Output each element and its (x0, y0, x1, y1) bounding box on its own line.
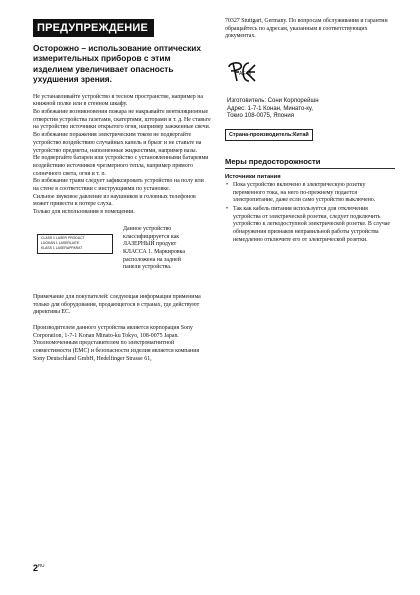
page-language: RU (38, 563, 45, 568)
power-sources-subtitle: Источники питания (225, 173, 281, 180)
laser-label (37, 234, 113, 254)
laser-section (33, 226, 211, 280)
warning-subtitle: Осторожно – использование оптических измерительных приборов с этим изделием увеличивает опасность ухудшения зрения. (33, 43, 201, 85)
customer-note: Примечание для покупателей: следующая информация применима только для оборудования, продающегося в странах, где действуют директивы ЕС. (33, 293, 201, 316)
laser-description: Данное устройство классифицируется как ЛАЗЕРНЫЙ продукт КЛАССА 1. Маркировка расположена на задней панели устройства. (123, 225, 185, 271)
precautions-list (225, 182, 395, 245)
svg-text:AE46: AE46 (239, 71, 252, 78)
list-item: • Пока устройство включено в электрическую розетку переменного тока, на него по-прежнему подается электропитание, даже если само устройство выключено. (225, 182, 395, 205)
paragraph-5: Во избежание травм следует зафиксировать устройство на полу или на стене в соответствии с инструкциями по установке. (33, 178, 204, 193)
page-number (33, 563, 45, 573)
laser-label-line: LUOKAN 1 LASERLAITE (41, 240, 80, 245)
laser-label-line: CLASS 1 LASER PRODUCT (41, 235, 85, 240)
importer-line: Адрес: 1-7-1 Конан, Минато-ку, (227, 105, 313, 112)
country-of-origin: Страна-производитель:Китай (225, 129, 313, 141)
right-column (225, 18, 395, 246)
paragraph-6: Сильное звуковое давление из наушников и головных телефонов может привести к потере слуха. (33, 193, 196, 208)
manufacturer-text: Производителем данного устройства является корпорация Sony Corporation, 1-7-1 Konan Minato-ku Tokyo, 108-0075 Japan. Уполномоченным представителем по электромагнитной совместимости (ЕМС) и безопасности изделия является компания Sony Deutschland GmbH, Hedelfinger Strasse 61, (33, 324, 200, 362)
paragraph-2: Во избежание возникновения пожара не накрывайте вентиляционные отверстия устройства газетами, скатертями, шторами и т. д. Не ставьте на устройство источники открытого огня, например зажженные свечи. (33, 109, 211, 131)
paragraph-7: Только для использования в помещении. (33, 209, 135, 216)
importer-block (227, 98, 395, 121)
list-item: • Так как кабель питания используется для отключения устройства от электрической розетки, следует подключить устройство к легкодоступной электрической розетке. В случае обнаружения признаков неправильной работы устройства немедленно отключите его от электрической розетки. (225, 206, 395, 245)
paragraph-4: Не подвергайте батареи или устройство с установленными батареями воздействию источников чрезмерного тепла, например прямого солнечного света, огня и т. п. (33, 155, 209, 177)
warning-title: ПРЕДУПРЕЖДЕНИЕ (33, 19, 154, 37)
precautions-title: Меры предосторожности (225, 157, 395, 169)
page-number-value: 2 (33, 563, 39, 573)
laser-label-line: KLASS 1 LASERAPPARAT (41, 245, 83, 250)
importer-line: Токио 108-0075, Япония (227, 113, 295, 120)
certification-mark-icon (225, 59, 261, 85)
address-continuation: 70327 Stuttgart, Germany. По вопросам обслуживания и гарантии обращайтесь по адресам, указанным в соответствующих документах. (225, 18, 388, 40)
importer-line: Изготовитель: Сони Корпорейшн (227, 98, 319, 105)
laser-label-image (33, 230, 117, 280)
left-column (33, 18, 211, 364)
paragraph-1: Не устанавливайте устройство в тесном пространстве, например на книжной полке или в стенном шкафу. (33, 93, 203, 108)
paragraph-3: Во избежание поражения электрическим током не подвергайте устройство воздействию случайных капель и брызг и не ставьте на устройство предметы, наполненные жидкостями, например вазы. (33, 132, 202, 154)
